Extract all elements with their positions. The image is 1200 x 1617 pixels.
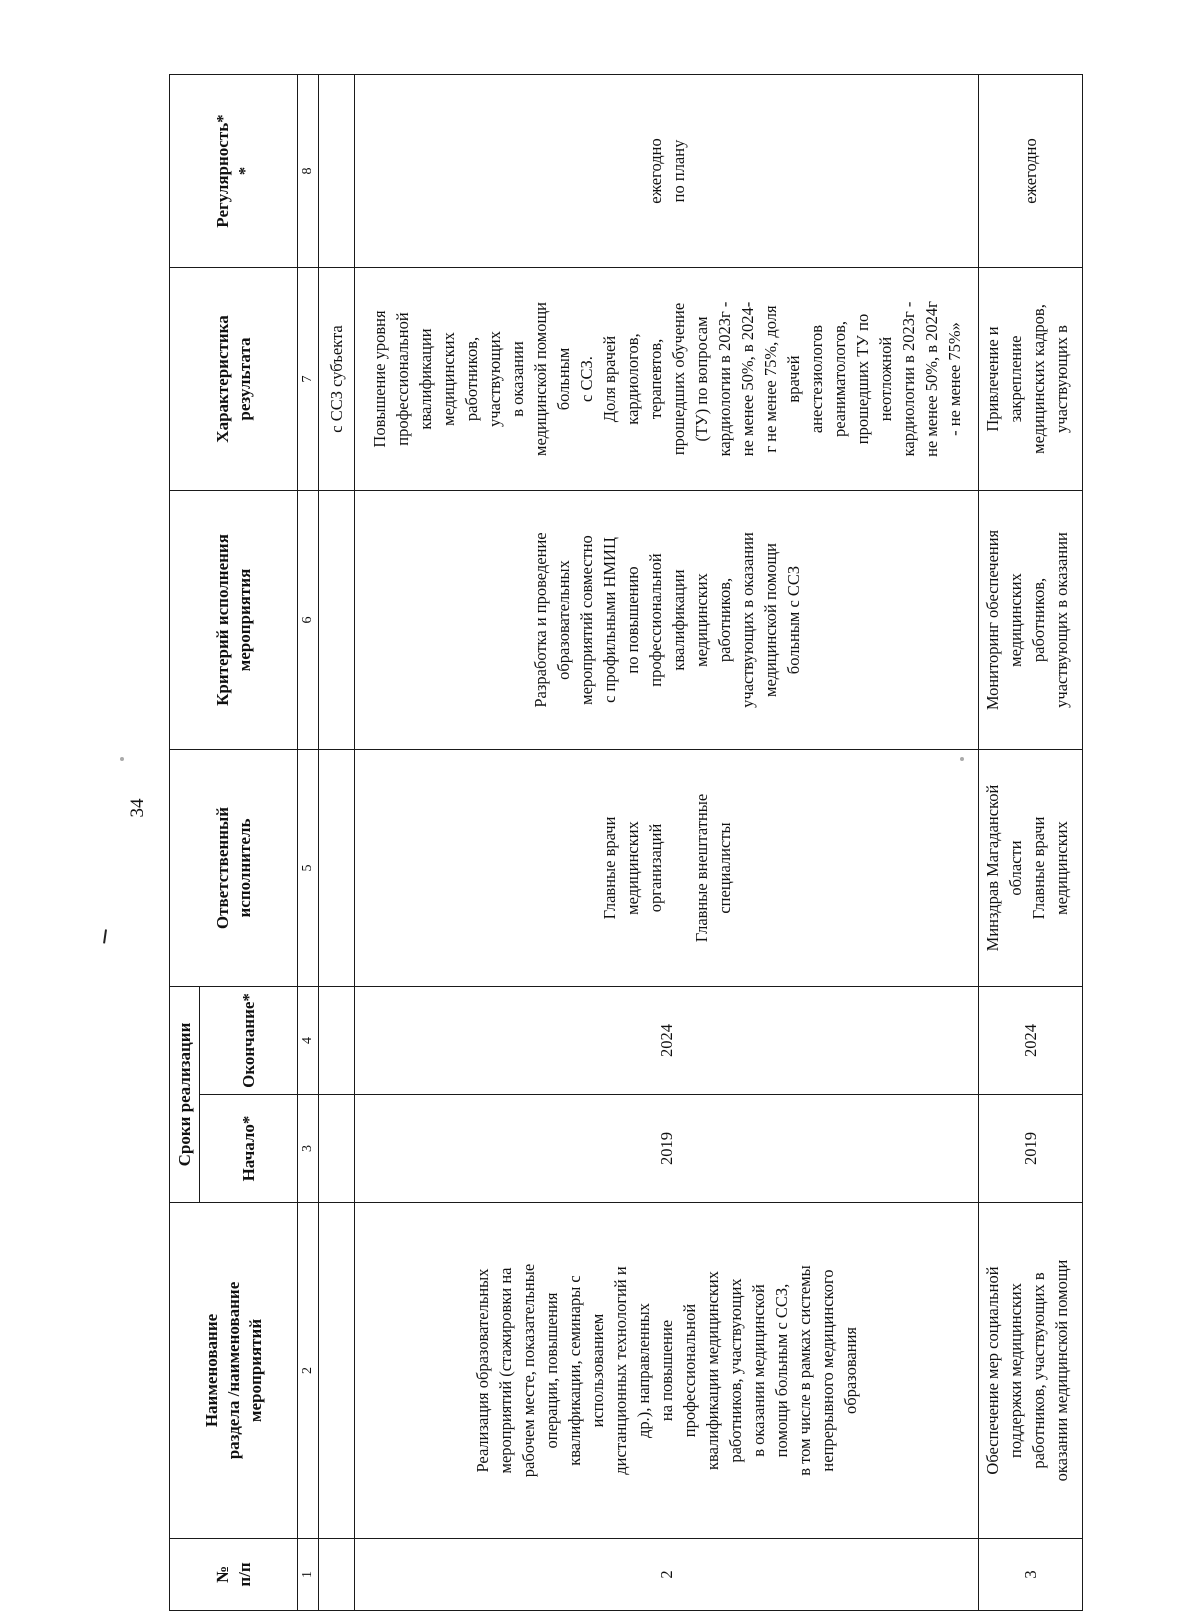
continuation-text: с ССЗ субъекта: [319, 268, 355, 491]
header-end: Окончание*: [200, 987, 298, 1095]
execution-criterion: Мониторинг обеспечения медицинских работников, участвующих в оказании: [979, 491, 1083, 750]
column-number: 1: [298, 1539, 319, 1611]
start-year: 2019: [355, 1095, 979, 1203]
scan-speck: [120, 757, 124, 761]
header-criterion: Критерий исполнения мероприятия: [170, 491, 298, 750]
result-description: Привлечение и закрепление медицинских кадров, участвующих в: [979, 268, 1083, 491]
execution-criterion: Разработка и проведение образовательных мероприятий совместно с профильными НМИЦ по повышению профессиональной квалификации медицинских работников, участвующих в оказании медицинской помощи больным с ССЗ: [355, 491, 979, 750]
column-number: 5: [298, 750, 319, 987]
column-number: 3: [298, 1095, 319, 1203]
regularity: ежегодно: [979, 75, 1083, 268]
header-number: № п/п: [170, 1539, 298, 1611]
end-year: 2024: [355, 987, 979, 1095]
column-number: 8: [298, 75, 319, 268]
column-number: 4: [298, 987, 319, 1095]
rotated-page-content: [169, 75, 1200, 1611]
result-description: Повышение уровня профессиональной квалификации медицинских работников, участвующих в оказании медицинской помощи больным с ССЗ. Доля врачей кардиологов, терапевтов, прошедших обучение (ТУ) по вопросам кардиологии в 2023г - не менее 50%, в 2024- г не менее 75%, доля врачей анестезиологов реаниматологов, прошедших ТУ по неотложной кардиологии в 2023г - не менее 50%, в 2024г - не менее 75%»: [355, 268, 979, 491]
row-number: 2: [355, 1539, 979, 1611]
table-row: [355, 75, 979, 1611]
column-number: 6: [298, 491, 319, 750]
regularity: ежегодно по плану: [355, 75, 979, 268]
measures-table: [169, 74, 1083, 1611]
scan-mark: [103, 929, 115, 944]
header-result: Характеристика результата: [170, 268, 298, 491]
column-number: 2: [298, 1203, 319, 1539]
column-number: 7: [298, 268, 319, 491]
row-number: 3: [979, 1539, 1083, 1611]
header-start: Начало*: [200, 1095, 298, 1203]
responsible-executor: Главные врачи медицинских организаций Главные внештатные специалисты: [355, 750, 979, 987]
responsible-executor: Минздрав Магаданской области Главные врачи медицинских: [979, 750, 1083, 987]
page-number: 34: [127, 798, 148, 818]
end-year: 2024: [979, 987, 1083, 1095]
table-row: [319, 75, 355, 1611]
measure-name: Реализация образовательных мероприятий (стажировки на рабочем месте, показательные операции, повышения квалификации, семинары с использованием дистанционных технологий и др.), направленных на повышение профессиональной квалификации медицинских работников, участвующих в оказании медицинской помощи больным с ССЗ, в том числе в рамках системы непрерывного медицинского образования: [355, 1203, 979, 1539]
header-measure-name: Наименование раздела /наименование мероприятий: [170, 1203, 298, 1539]
table-row: [979, 75, 1083, 1611]
header-regularity: Регулярность* *: [170, 75, 298, 268]
header-implementation-period: Сроки реализации: [170, 987, 200, 1203]
measure-name: Обеспечение мер социальной поддержки медицинских работников, участвующих в оказании медицинской помощи: [979, 1203, 1083, 1539]
start-year: 2019: [979, 1095, 1083, 1203]
header-responsible: Ответственный исполнитель: [170, 750, 298, 987]
